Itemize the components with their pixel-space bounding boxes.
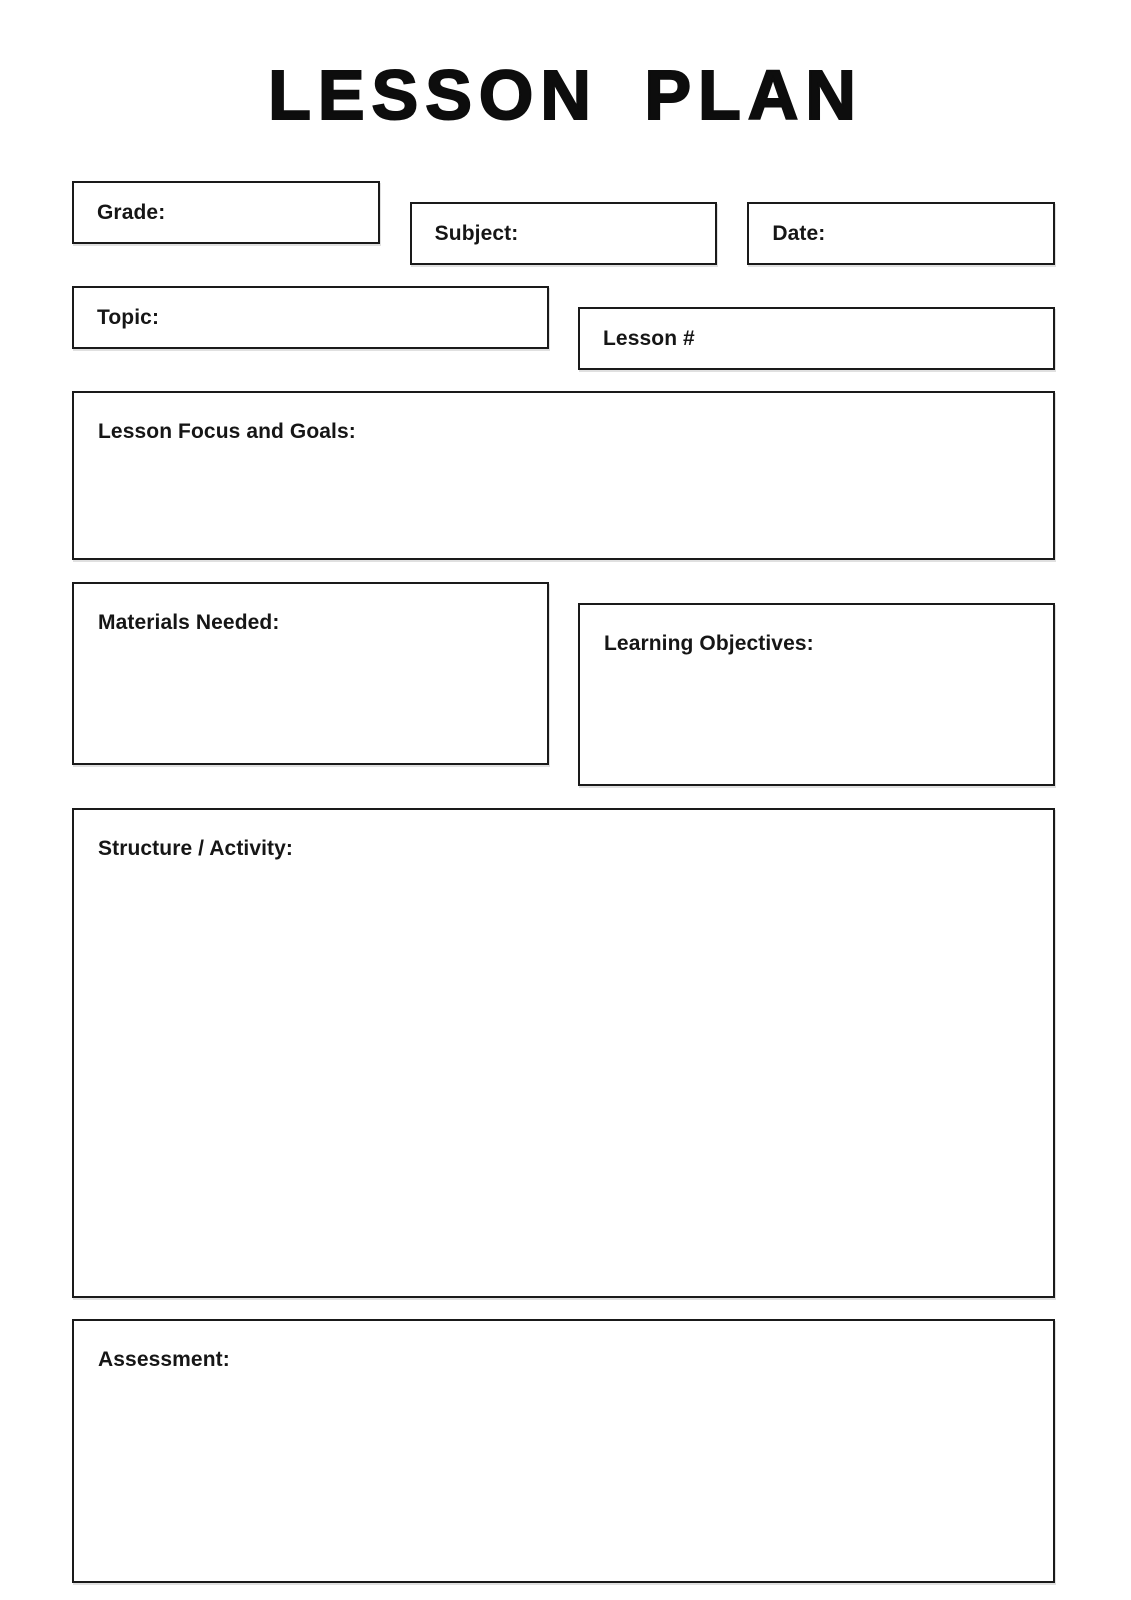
grade-label: Grade: <box>97 200 166 224</box>
materials-needed-field[interactable] <box>72 582 549 765</box>
page-title: LESSON PLAN <box>268 56 863 134</box>
topic-field[interactable] <box>72 286 549 349</box>
date-field[interactable] <box>747 202 1055 265</box>
lesson-plan-form <box>72 181 1055 1583</box>
learning-objectives-label: Learning Objectives: <box>604 632 814 655</box>
subject-label: Subject: <box>434 221 519 245</box>
topic-label: Topic: <box>97 305 160 329</box>
learning-objectives-field[interactable] <box>578 603 1055 786</box>
lesson-number-label: Lesson # <box>603 326 695 350</box>
lesson-number-field[interactable] <box>578 307 1055 370</box>
lesson-focus-goals-label: Lesson Focus and Goals: <box>98 420 356 443</box>
date-label: Date: <box>772 221 826 245</box>
subject-field[interactable] <box>410 202 718 265</box>
assessment-field[interactable] <box>72 1319 1055 1583</box>
row-topic-lesson-number <box>72 286 1055 370</box>
row-materials-objectives <box>72 582 1055 786</box>
assessment-label: Assessment: <box>98 1348 230 1371</box>
grade-field[interactable] <box>72 181 380 244</box>
row-grade-subject-date <box>72 181 1055 265</box>
lesson-focus-goals-field[interactable] <box>72 391 1055 560</box>
structure-activity-field[interactable] <box>72 808 1055 1298</box>
structure-activity-label: Structure / Activity: <box>98 837 294 860</box>
materials-needed-label: Materials Needed: <box>98 611 280 634</box>
